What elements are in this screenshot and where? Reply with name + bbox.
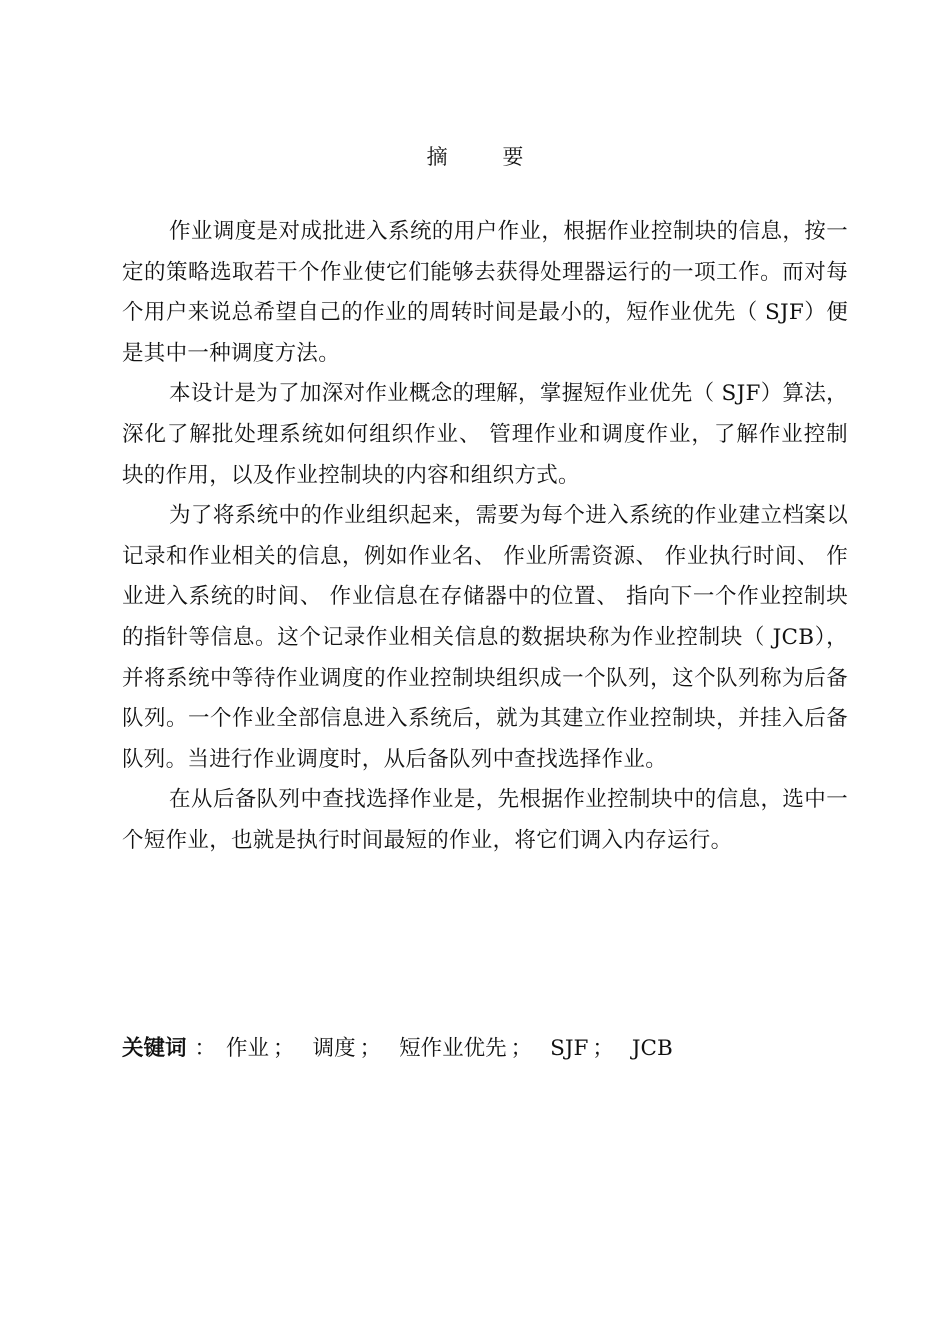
keyword-separator: ； xyxy=(273,1036,295,1061)
abstract-body xyxy=(122,212,848,862)
keyword-separator: ； xyxy=(510,1036,533,1061)
keyword-item: 作业 xyxy=(226,1036,270,1061)
keyword-item: SJF xyxy=(550,1036,589,1061)
abstract-paragraph-1: 作业调度是对成批进入系统的用户作业，根据作业控制块的信息，按一定的策略选取若干个作业使它们能够去获得处理器运行的一项工作。而对每个用户来说总希望自己的作业的周转时间是最小的，短作业优先（ SJF）便是其中一种调度方法。 xyxy=(122,219,848,366)
keyword-item: 短作业优先 xyxy=(399,1036,507,1061)
keywords-label: 关键词 xyxy=(122,1036,187,1061)
keyword-separator: ； xyxy=(592,1036,614,1061)
abstract-paragraph-2: 本设计是为了加深对作业概念的理解，掌握短作业优先（ SJF）算法，深化了解批处理系统如何组织作业、 管理作业和调度作业，了解作业控制块的作用，以及作业控制块的内容和组织方式。 xyxy=(122,381,848,488)
page-title: 摘 要 xyxy=(426,145,548,169)
keyword-item: 调度 xyxy=(312,1036,356,1061)
abstract-paragraph-4: 在从后备队列中查找选择作业是，先根据作业控制块中的信息，选中一个短作业，也就是执行时间最短的作业，将它们调入内存运行。 xyxy=(122,787,848,853)
keyword-separator: ； xyxy=(359,1036,382,1061)
abstract-paragraph-3: 为了将系统中的作业组织起来，需要为每个进入系统的作业建立档案以记录和作业相关的信息，例如作业名、 作业所需资源、 作业执行时间、 作业进入系统的时间、 作业信息在存储器中的位置、 指向下一个作业控制块的指针等信息。这个记录作业相关信息的数据块称为作业控制块（ JCB），并将系统中等待作业调度的作业控制块组织成一个队列，这个队列称为后备队列。一个作业全部信息进入系统后，就为其建立作业控制块，并挂入后备队列。当进行作业调度时，从后备队列中查找选择作业。 xyxy=(122,503,848,772)
keyword-item: JCB xyxy=(631,1036,673,1061)
keywords-line xyxy=(122,1034,848,1064)
keywords-colon: ： xyxy=(194,1036,217,1061)
